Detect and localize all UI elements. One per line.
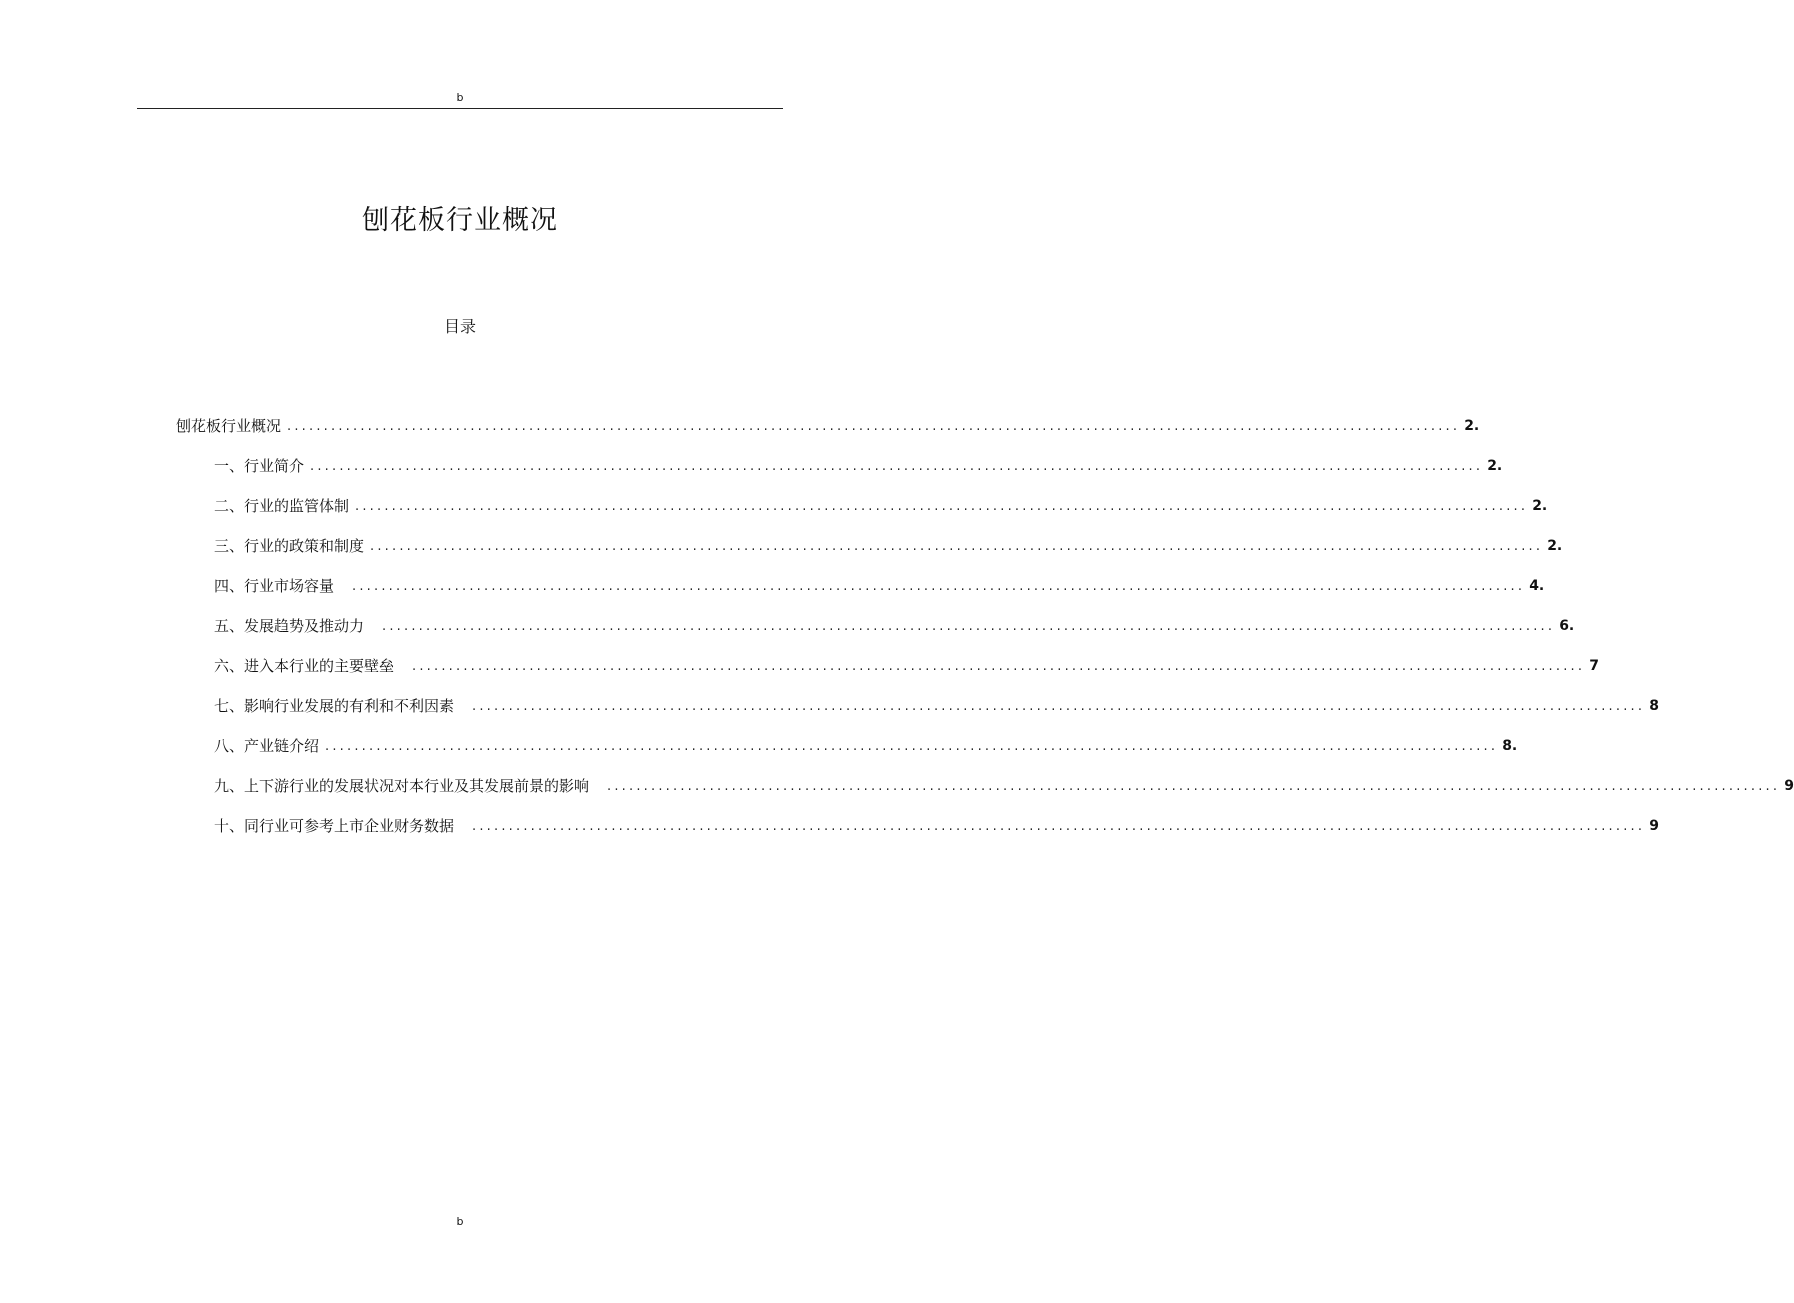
toc-entry-page: 8 — [1649, 698, 1659, 714]
toc-leader-dots: ................................................................................................................................................................ — [355, 499, 1529, 514]
toc-entry[interactable] — [176, 413, 1480, 437]
toc-entry-page: 6. — [1559, 618, 1575, 634]
toc-leader-dots: ................................................................................................................................................................ — [472, 819, 1646, 834]
toc-entry[interactable] — [214, 493, 1548, 517]
toc-leader-dots: ................................................................................................................................................................ — [607, 779, 1781, 794]
toc-entry[interactable] — [214, 653, 1599, 677]
toc-heading: 目录 — [443, 317, 476, 336]
toc-entry-text: 四、行业市场容量 — [214, 577, 335, 595]
toc-entry-page: 2. — [1487, 458, 1503, 474]
toc-entry[interactable] — [214, 453, 1503, 477]
toc-entry-page: 2. — [1532, 498, 1548, 514]
toc-entry-text: 三、行业的政策和制度 — [214, 537, 365, 555]
header-rule — [137, 108, 783, 109]
toc-entry-page: 8. — [1502, 738, 1518, 754]
toc-leader-dots: ................................................................................................................................................................ — [352, 579, 1526, 594]
toc-entry[interactable] — [214, 533, 1563, 557]
toc-entry-page: 4. — [1529, 578, 1545, 594]
toc-entry-page: 7 — [1589, 658, 1599, 674]
toc-leader-dots: ................................................................................................................................................................ — [472, 699, 1646, 714]
toc-entry[interactable] — [214, 773, 1794, 797]
page-header-mark: b — [456, 91, 464, 104]
toc-entry-text: 五、发展趋势及推动力 — [214, 617, 365, 635]
document-title: 刨花板行业概况 — [362, 205, 558, 237]
toc-entry[interactable] — [214, 573, 1545, 597]
toc-entry-text: 八、产业链介绍 — [214, 737, 320, 755]
toc-entry-page: 2. — [1547, 538, 1563, 554]
toc-entry-text: 十、同行业可参考上市企业财务数据 — [214, 817, 455, 835]
toc-entry[interactable] — [214, 613, 1575, 637]
toc-entry-text: 九、上下游行业的发展状况对本行业及其发展前景的影响 — [214, 777, 590, 795]
toc-leader-dots: ................................................................................................................................................................ — [370, 539, 1544, 554]
toc-entry-text: 二、行业的监管体制 — [214, 497, 350, 515]
toc-leader-dots: ................................................................................................................................................................ — [412, 659, 1586, 674]
toc-leader-dots: ................................................................................................................................................................ — [325, 739, 1499, 754]
toc-entry-text: 六、进入本行业的主要壁垒 — [214, 657, 395, 675]
toc-entry-page: 2. — [1464, 418, 1480, 434]
toc-entry[interactable] — [214, 693, 1659, 717]
toc-leader-dots: ................................................................................................................................................................ — [287, 419, 1461, 434]
toc-entry-page: 9 — [1649, 818, 1659, 834]
toc-entry-text: 七、影响行业发展的有利和不利因素 — [214, 697, 455, 715]
toc-entry[interactable] — [214, 813, 1659, 837]
toc-leader-dots: ................................................................................................................................................................ — [382, 619, 1556, 634]
toc-entry-page: 9 — [1784, 778, 1794, 794]
toc-entry-text: 一、行业简介 — [214, 457, 305, 475]
toc-entry-text: 刨花板行业概况 — [176, 417, 282, 435]
toc-leader-dots: ................................................................................................................................................................ — [310, 459, 1484, 474]
page-footer-mark: b — [456, 1215, 464, 1228]
toc-entry[interactable] — [214, 733, 1518, 757]
